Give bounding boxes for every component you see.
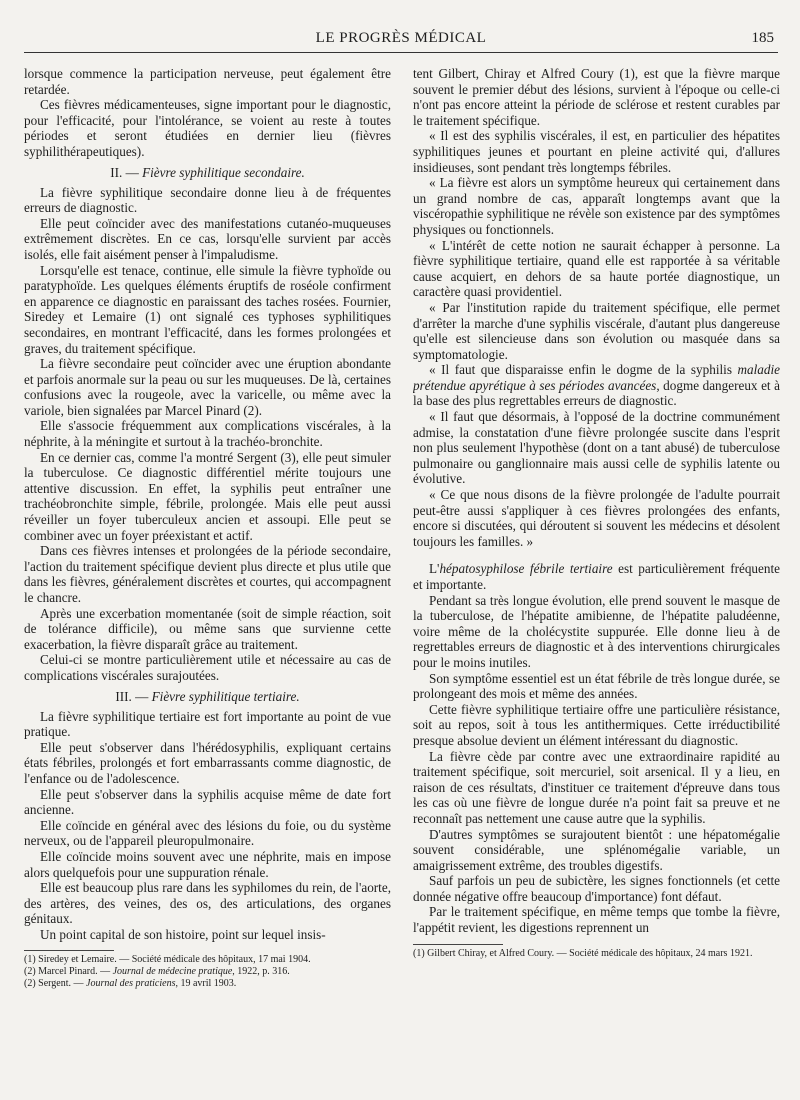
page-number: 185 bbox=[751, 30, 774, 46]
quote-paragraph bbox=[413, 362, 780, 409]
paragraph: Elle est beaucoup plus rare dans les syphilomes du rein, de l'aorte, des artères, des veines, des os, des articulations, des organes génitaux. bbox=[24, 880, 391, 927]
section-heading-tertiary bbox=[24, 689, 391, 705]
spacer bbox=[413, 549, 780, 561]
paragraph: Elle peut s'observer dans l'hérédosyphilis, expliquant certains états fébriles, prolongés et fort embarrassants comme diagnostic, de l'enfance ou de l'adolescence. bbox=[24, 739, 391, 786]
quote-paragraph: « Ce que nous disons de la fièvre prolongée de l'adulte pourrait peut-être aussi s'appliquer à ces fièvres prolongées des enfants, encore si discutées, qui déroutent si souvent les médecins et désolent toujours les familles. » bbox=[413, 487, 780, 549]
paragraph: Celui-ci se montre particulièrement utile et nécessaire au cas de complications viscérales surajoutées. bbox=[24, 652, 391, 683]
paragraph: D'autres symptômes se surajoutent bientôt : une hépatomégalie souvent considérable, une splénomégalie variable, un amaigrissement extrême, des troubles digestifs. bbox=[413, 826, 780, 873]
quote-paragraph: « Par l'institution rapide du traitement spécifique, elle permet d'arrêter la marche d'une syphilis viscérale, d'autant plus dangereuse qu'elle est silencieuse dans son évolution ou masquée dans sa symptomatologie. bbox=[413, 299, 780, 362]
paragraph: La fièvre secondaire peut coïncider avec une éruption abondante et parfois anormale sur la peau ou sur les muqueuses. De là, certaines confusions avec la rougeole, avec la varicelle, ou même avec la variole, bien signalées par Marcel Pinard (2). bbox=[24, 356, 391, 418]
paragraph: La fièvre syphilitique tertiaire est fort importante au point de vue pratique. bbox=[24, 708, 391, 740]
quote-paragraph: « La fièvre est alors un symptôme heureux qui certainement dans un grand nombre de cas, apparaît longtemps avant que la viscéropathie syphilitique ne révèle son existence par des symptômes physiques ou fonctionnels. bbox=[413, 175, 780, 237]
footnote bbox=[24, 978, 391, 990]
footnote bbox=[24, 966, 391, 978]
footnote-text: , 1922, p. 316. bbox=[232, 966, 290, 978]
header-rule bbox=[24, 52, 778, 53]
page-header bbox=[24, 0, 778, 50]
paragraph: Ces fièvres médicamenteuses, signe important pour le diagnostic, pour l'efficacité, pour l'intolérance, se voient au reste à toutes périodes et seront étudiées en dernier lieu (fièvres syphilithérapeutiques). bbox=[24, 97, 391, 159]
paragraph: Dans ces fièvres intenses et prolongées de la période secondaire, l'action du traitement spécifique devient plus directe et plus utile que dans les fièvres, généralement discrètes et courtes, qui accompagnent le chancre. bbox=[24, 543, 391, 605]
paragraph: lorsque commence la participation nerveuse, peut également être retardée. bbox=[24, 66, 391, 97]
section-title: Fièvre syphilitique secondaire. bbox=[142, 164, 305, 180]
paragraph: Cette fièvre syphilitique tertiaire offre une particulière résistance, soit au repos, soit à tous les antithermiques. Cette irréductibilité presque absolue devient un élément intéressant du diagnostic. bbox=[413, 701, 780, 748]
text-columns bbox=[24, 66, 778, 1086]
paragraph: Elle peut coïncider avec des manifestations cutanéo-muqueuses extrêmement discrètes. En ce cas, lorsqu'elle survient par accès isolés, elle fait aisément penser à l'impaludisme. bbox=[24, 215, 391, 262]
italic-run: hépatosyphilose fébrile tertiaire bbox=[439, 561, 613, 577]
text-run: L' bbox=[429, 561, 440, 577]
section-heading-secondary bbox=[24, 165, 391, 181]
quote-paragraph: « Il est des syphilis viscérales, il est, en particulier des hépatites syphilitiques jeunes et pourtant en pleine activité qui, d'allures insidieuses, sont pendant très longtemps fébriles. bbox=[413, 128, 780, 175]
text-run: est particulièrement fréquente et importante. bbox=[413, 561, 780, 592]
paragraph: Elle coïncide en général avec des lésions du foie, ou du système nerveux, ou de l'appareil pleuropulmonaire. bbox=[24, 817, 391, 849]
footnote: (1) Siredey et Lemaire. — Société médicale des hôpitaux, 17 mai 1904. bbox=[24, 954, 311, 966]
left-column bbox=[24, 66, 391, 1086]
paragraph: Par le traitement spécifique, en même temps que tombe la fièvre, l'appétit revient, les digestions reprennent un bbox=[413, 904, 780, 936]
paragraph: Un point capital de son histoire, point sur lequel insis- bbox=[40, 926, 326, 942]
section-number: II. — bbox=[110, 164, 139, 180]
footnote-rule bbox=[24, 950, 114, 951]
quote-paragraph: « L'intérêt de cette notion ne saurait échapper à personne. La fièvre syphilitique tertiaire, quand elle est rapportée à sa véritable cause acquiert, en dehors de sa haute portée diagnostique, un caractère quasi providentiel. bbox=[413, 237, 780, 300]
footnote-rule bbox=[413, 944, 503, 945]
journal-title: LE PROGRÈS MÉDICAL bbox=[315, 30, 487, 46]
footnote-journal: Journal de médecine pratique bbox=[112, 966, 233, 978]
paragraph: tent Gilbert, Chiray et Alfred Coury (1), est que la fièvre marque souvent le premier début des lésions, survient à l'époque ou celle-ci n'ont pas encore atteint la période de sclérose et restent curables par le traitement spécifique. bbox=[413, 66, 780, 128]
paragraph: La fièvre cède par contre avec une extraordinaire rapidité au traitement spécifique, soit mercuriel, soit arsenical. Il y a lieu, en raison de ces résultats, d'instituer ce traitement d'épreuve dans tous les cas où une fièvre de longue durée n'a point fait sa preuve et ne reconnaît pas nettement une cause autre que la syphilis. bbox=[413, 748, 780, 826]
italic-run: maladie prétendue apyrétique à ses périodes avancées bbox=[413, 362, 780, 393]
section-number: III. — bbox=[115, 688, 149, 704]
paragraph: Pendant sa très longue évolution, elle prend souvent le masque de la tuberculose, de l'hépatite amibienne, de l'hépatite paludéenne, voire même de la cholécystite suppurée. Elle donne lieu à de regrettables erreurs de diagnostic et à des interventions chirurgicales pour le moins inutiles. bbox=[413, 592, 780, 670]
footnote-journal: Journal des praticiens bbox=[86, 978, 176, 990]
paragraph: Son symptôme essentiel est un état fébrile de très longue durée, se prolongeant des mois et même des années. bbox=[413, 670, 780, 702]
paragraph: Lorsqu'elle est tenace, continue, elle simule la fièvre typhoïde ou paratyphoïde. Les quelques éléments éruptifs de roséole confirment en apparence ce diagnostic en paraissant des taches rosées. Fournier, Siredey et Lemaire (1) ont signalé ces typhoses syphilitiques secondaires, en montrant l'efficacité, dans les formes prolongées et graves, du traitement spécifique. bbox=[24, 262, 391, 356]
footnote-text: (2) Marcel Pinard. — bbox=[24, 966, 113, 978]
right-column bbox=[413, 66, 780, 1086]
footnote-text: (2) Sergent. — bbox=[24, 978, 87, 990]
paragraph: Elle peut s'observer dans la syphilis acquise même de date fort ancienne. bbox=[24, 786, 391, 818]
paragraph: Elle coïncide moins souvent avec une néphrite, mais en impose alors quelquefois pour une suppuration rénale. bbox=[24, 848, 391, 880]
paragraph: Sauf parfois un peu de subictère, les signes fonctionnels (et cette donnée négative offre beaucoup d'importance) font défaut. bbox=[413, 873, 780, 904]
text-run: « Il faut que disparaisse enfin le dogme de la syphilis bbox=[429, 362, 738, 378]
section-title: Fièvre syphilitique tertiaire. bbox=[151, 688, 300, 704]
paragraph: La fièvre syphilitique secondaire donne lieu à de fréquentes erreurs de diagnostic. bbox=[24, 184, 391, 216]
footnote: (1) Gilbert Chiray, et Alfred Coury. — Société médicale des hôpitaux, 24 mars 1921. bbox=[413, 947, 753, 959]
text-run: , dogme dangereux et à la base des plus regrettables erreurs de diagnostic. bbox=[413, 377, 780, 409]
paragraph: Après une excerbation momentanée (soit de simple réaction, soit de tolérance difficile), ou même sans que survienne cette exacerbation, la fièvre disparaît grâce au traitement. bbox=[24, 605, 391, 652]
footnote-text: , 19 avril 1903. bbox=[175, 978, 237, 990]
paragraph: Elle s'associe fréquemment aux complications viscérales, à la néphrite, à la méningite et surtout à la trachéo-bronchite. bbox=[24, 418, 391, 450]
paragraph: En ce dernier cas, comme l'a montré Sergent (3), elle peut simuler la tuberculose. Ce diagnostic différentiel mérite toujours une attentive discussion. En effet, la syphilis peut entraîner une trachéobronchite simple, fébrile, prolongée. Mais elle peut aussi réveiller un foyer tuberculeux ancien et assoupi. Elle peut se combiner avec un foyer préexistant et actif. bbox=[24, 449, 391, 543]
paragraph bbox=[413, 561, 780, 592]
quote-paragraph: « Il faut que désormais, à l'opposé de la doctrine communément admise, la constatation d'une fièvre prolongée suscite dans l'esprit non plus seulement l'hypothèse (dont on a tant abusé) de tuberculose pulmonaire ou ganglionnaire mais aussi celle de syphilis latente ou évolutive. bbox=[413, 409, 780, 487]
